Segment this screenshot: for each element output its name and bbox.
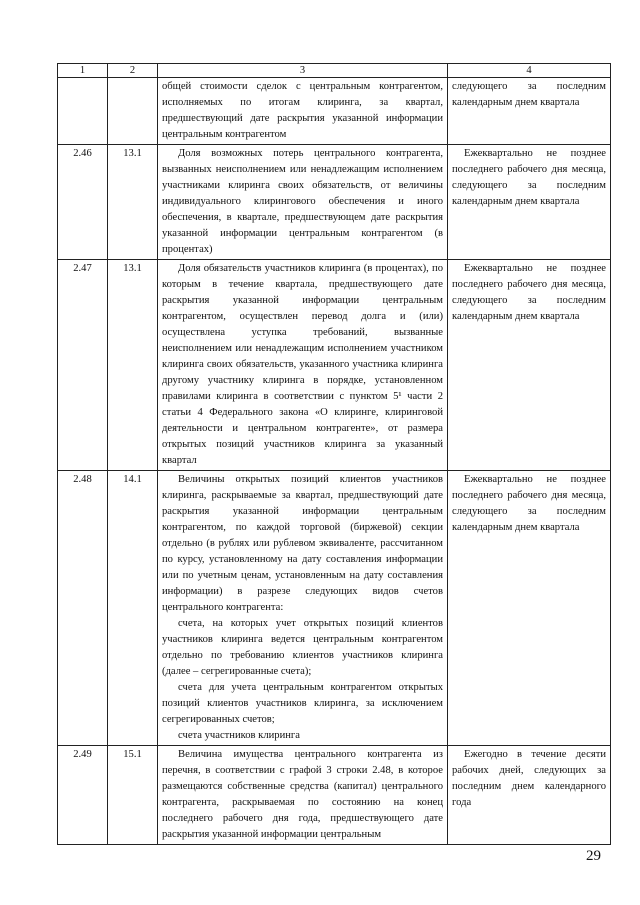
table-row <box>58 145 611 260</box>
table-row <box>58 746 611 845</box>
page-number: 29 <box>586 848 601 864</box>
description-text: Доля возможных потерь центрального контрагента, вызванных неисполнением или ненадлежащим исполнением участниками клиринга своих обязательств, от величины индивидуального клирингового обеспечения и иного обеспечения, в квартале, предшествующем дате раскрытия указанной информации центральным контрагентом (в процентах) <box>162 148 443 255</box>
row-number-cell: 2.49 <box>58 746 108 845</box>
description-text: Величины открытых позиций клиентов участников клиринга, раскрываемые за квартал, предшествующий дате раскрытия указанной информации центральным контрагентом, по каждой торговой (биржевой) секции отдельно (в рублях или рублевом эквиваленте, рассчитанном по курсу, установленному на дату составления информации или по учетным ценам, установленным на дату составления информации) в разрезе следующих видов счетов центрального контрагента: <box>162 474 443 613</box>
description-list-item: счета для учета центральным контрагентом открытых позиций клиентов участников клиринга, за исключением сегрегированных счетов; <box>162 682 443 725</box>
description-cell <box>158 145 448 260</box>
description-cell <box>158 260 448 471</box>
frequency-cell <box>448 260 611 471</box>
column-header-3: 3 <box>158 64 448 78</box>
description-list-item: счета, на которых учет открытых позиций клиентов участников клиринга ведется центральным контрагентом отдельно по требованию клиентов участников клиринга (далее – сегрегированные счета); <box>162 618 443 677</box>
frequency-cell <box>448 145 611 260</box>
column-header-4: 4 <box>448 64 611 78</box>
section-number-cell <box>108 78 158 145</box>
description-text: Величина имущества центрального контрагента из перечня, в соответствии с графой 3 строки 2.48, в которое размещаются собственные средства (капитал) центрального контрагента, раскрываемая по состоянию на конец последнего рабочего дня года, предшествующего дате раскрытия указанной информации центральным <box>162 749 443 840</box>
frequency-cell <box>448 471 611 746</box>
description-list-item: счета участников клиринга <box>178 730 300 741</box>
table-row <box>58 471 611 746</box>
frequency-text: Ежегодно в течение десяти рабочих дней, следующих за последним днем календарного года <box>452 749 606 808</box>
description-text: общей стоимости сделок с центральным контрагентом, исполняемых по итогам клиринга, за квартал, предшествующий дате раскрытия указанной информации центральным контрагентом <box>162 81 443 140</box>
description-cell <box>158 78 448 145</box>
section-number-cell: 14.1 <box>108 471 158 746</box>
row-number-cell: 2.48 <box>58 471 108 746</box>
section-number-cell: 13.1 <box>108 145 158 260</box>
frequency-text: Ежеквартально не позднее последнего рабочего дня месяца, следующего за последним календарным днем квартала <box>452 148 606 207</box>
row-number-cell: 2.46 <box>58 145 108 260</box>
section-number-cell: 13.1 <box>108 260 158 471</box>
frequency-text: Ежеквартально не позднее последнего рабочего дня месяца, следующего за последним календарным днем квартала <box>452 474 606 533</box>
description-cell <box>158 471 448 746</box>
frequency-text: следующего за последним календарным днем квартала <box>452 81 606 108</box>
table-row <box>58 78 611 145</box>
frequency-text: Ежеквартально не позднее последнего рабочего дня месяца, следующего за последним календарным днем квартала <box>452 263 606 322</box>
description-cell <box>158 746 448 845</box>
table-row <box>58 260 611 471</box>
table-header-row <box>58 64 611 78</box>
frequency-cell <box>448 78 611 145</box>
row-number-cell <box>58 78 108 145</box>
row-number-cell: 2.47 <box>58 260 108 471</box>
frequency-cell <box>448 746 611 845</box>
disclosure-table <box>57 63 611 845</box>
section-number-cell: 15.1 <box>108 746 158 845</box>
column-header-1: 1 <box>58 64 108 78</box>
column-header-2: 2 <box>108 64 158 78</box>
description-text: Доля обязательств участников клиринга (в процентах), по которым в течение квартала, предшествующего дате раскрытия указанной информации центральным контрагентом, осуществлен перевод долга и (или) осуществлена уступка требований, вызванные неисполнением или ненадлежащим исполнением участником клиринга своих обязательств, указанного участника клиринга другому участнику клиринга в порядке, установленном правилами клиринга в соответствии с пунктом 5¹ части 2 статьи 4 Федерального закона «О клиринге, клиринговой деятельности и центральном контрагенте», от размера открытых позиций участников клиринга за указанный квартал <box>162 263 443 466</box>
